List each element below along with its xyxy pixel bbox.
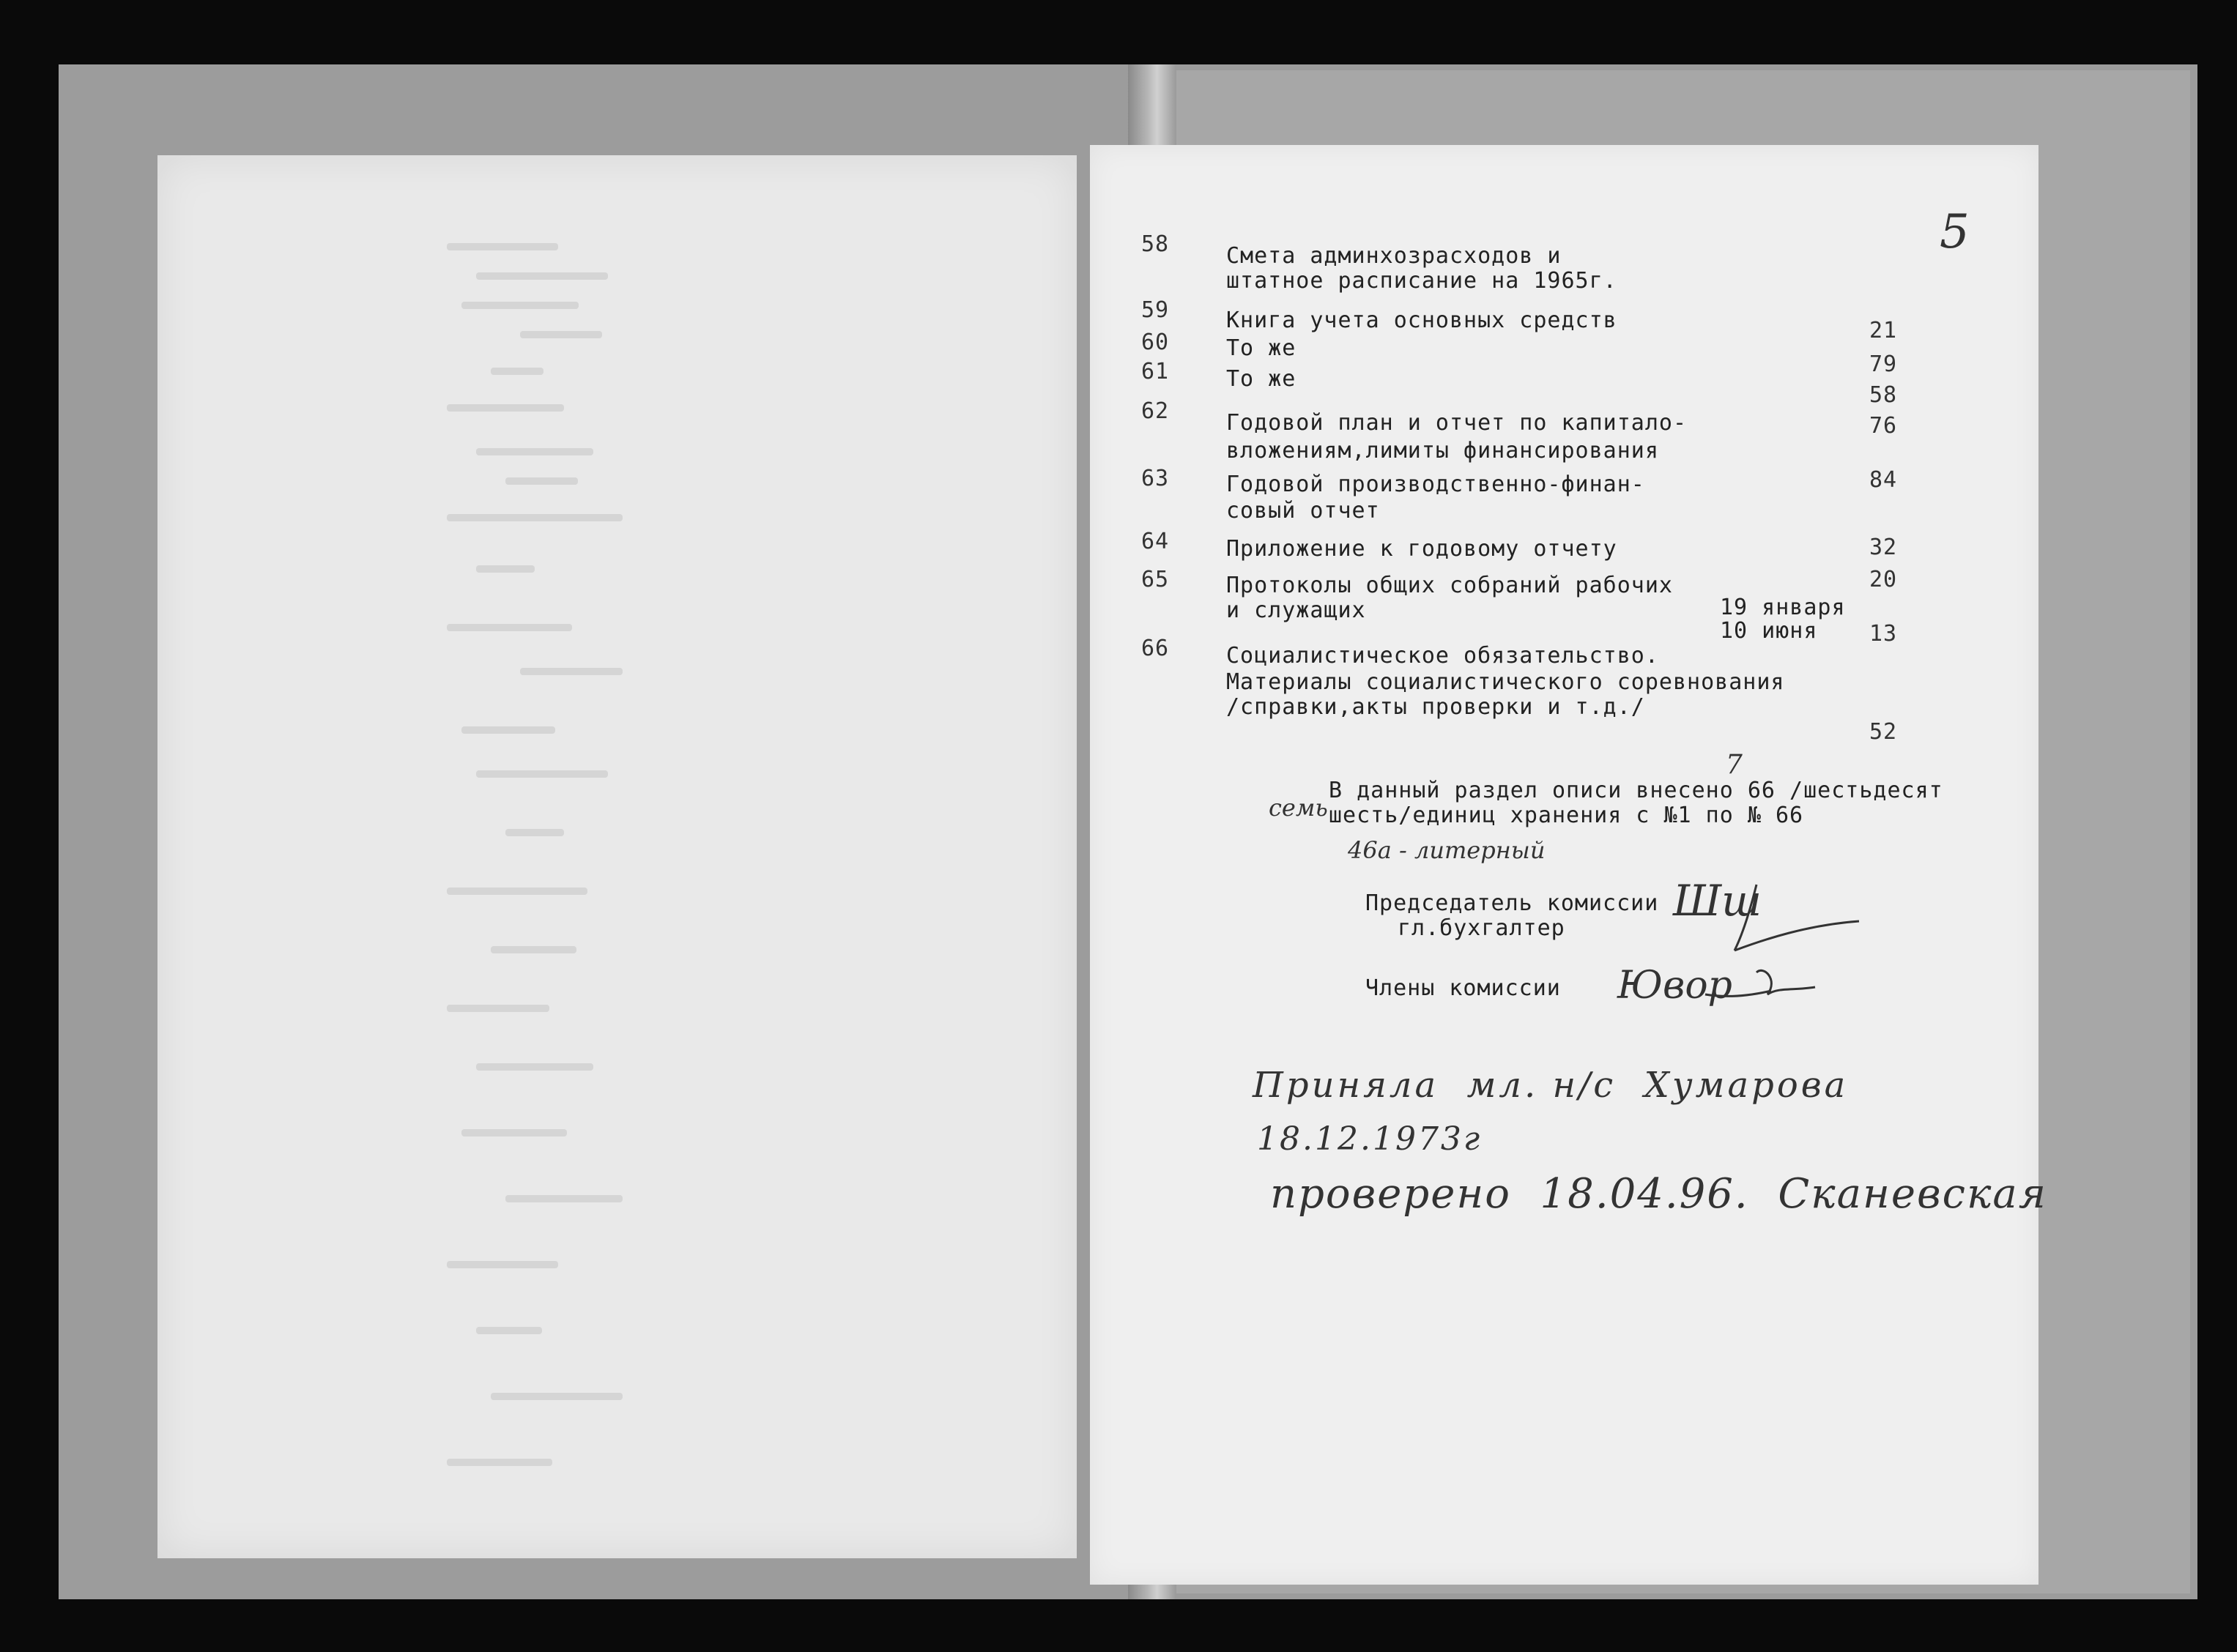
left-page-backside [157, 155, 1077, 1558]
entry-date: 10 июня [1720, 618, 1818, 644]
show-through-line [505, 477, 578, 485]
show-through-line [447, 243, 558, 250]
entry-title-line: То же [1226, 335, 1296, 361]
member-signature: Ювор [1617, 964, 1732, 1008]
show-through-line [491, 946, 576, 953]
entry-title-line: Приложение к годовому отчету [1226, 536, 1617, 562]
chair-signature-stroke [1720, 870, 1866, 958]
entry-pages: 21 [1869, 318, 1898, 343]
show-through-line [461, 302, 579, 309]
show-through-line [476, 448, 593, 455]
show-through-line [447, 1459, 552, 1466]
show-through-line [476, 770, 608, 778]
entry-title-line: Книга учета основных средств [1226, 308, 1617, 333]
members-title: Члены комиссии [1365, 975, 1561, 1001]
entry-title-line: и служащих [1226, 598, 1366, 623]
entry-title-line: Годовой производственно-финан- [1226, 472, 1645, 497]
entry-title-line: Протоколы общих собраний рабочих [1226, 573, 1673, 598]
entry-number: 62 [1141, 398, 1170, 424]
entry-pages: 20 [1869, 567, 1898, 592]
entry-date: 19 января [1720, 595, 1846, 620]
entry-pages: 58 [1869, 382, 1898, 408]
show-through-line [447, 1261, 558, 1268]
show-through-line [461, 726, 555, 734]
entry-pages: 52 [1869, 719, 1898, 745]
entry-title-line: Смета админхозрасходов и [1226, 243, 1562, 269]
show-through-line [447, 514, 623, 521]
show-through-line [476, 565, 535, 573]
handwritten-correction: 7 [1726, 750, 1743, 780]
entry-title-line: Социалистическое обязательство. [1226, 643, 1659, 669]
entry-pages: 79 [1869, 351, 1898, 377]
entry-title-line: вложениям,лимиты финансирования [1226, 438, 1659, 464]
handwritten-accepted: Приняла мл. н/с Хумарова [1253, 1065, 1849, 1106]
entry-number: 61 [1141, 359, 1170, 384]
show-through-line [476, 272, 608, 280]
show-through-line [447, 1005, 549, 1012]
entry-number: 58 [1141, 231, 1170, 257]
corner-mark: 5 [1940, 205, 1970, 259]
summary-line: В данный раздел описи внесено 66 /шестьдесят [1329, 778, 1943, 803]
entry-number: 65 [1141, 567, 1170, 592]
show-through-line [505, 1195, 623, 1202]
show-through-line [461, 1129, 567, 1136]
entry-number: 63 [1141, 466, 1170, 491]
entry-number: 60 [1141, 330, 1170, 355]
handwritten-accepted-date: 18.12.1973г [1257, 1120, 1483, 1158]
handwritten-note: 46а - литерный [1348, 836, 1546, 864]
summary-line: шесть/единиц хранения с №1 по № 66 [1329, 803, 1804, 828]
chair-title: Председатель комиссии [1365, 890, 1659, 916]
show-through-line [491, 368, 544, 375]
entry-number: 64 [1141, 529, 1170, 554]
show-through-line [520, 668, 623, 675]
member-signature-stroke [1705, 958, 1822, 1016]
show-through-line [447, 404, 564, 412]
entry-pages: 32 [1869, 535, 1898, 560]
entry-title-line: штатное расписание на 1965г. [1226, 268, 1617, 294]
entry-title-line: То же [1226, 366, 1296, 392]
entry-pages: 13 [1869, 621, 1898, 647]
handwritten-checked: проверено 18.04.96. Сканевская [1270, 1170, 2047, 1218]
show-through-line [476, 1063, 593, 1071]
entry-title-line: совый отчет [1226, 498, 1380, 524]
handwritten-correction: семь [1269, 794, 1328, 822]
show-through-line [476, 1327, 542, 1334]
show-through-line [520, 331, 602, 338]
entry-title-line: Годовой план и отчет по капитало- [1226, 410, 1688, 436]
entry-pages: 76 [1869, 413, 1898, 439]
chair-subtitle: гл.бухгалтер [1398, 915, 1565, 941]
entry-pages: 84 [1869, 467, 1898, 493]
show-through-line [491, 1393, 623, 1400]
entry-title-line: Материалы социалистического соревнования [1226, 669, 1785, 695]
show-through-line [505, 829, 564, 836]
show-through-line [447, 624, 572, 631]
entry-number: 59 [1141, 297, 1170, 323]
entry-title-line: /справки,акты проверки и т.д./ [1226, 694, 1645, 720]
chair-signature: Шш [1673, 876, 1762, 926]
show-through-line [447, 888, 587, 895]
entry-number: 66 [1141, 636, 1170, 661]
right-page [1090, 145, 2047, 1585]
